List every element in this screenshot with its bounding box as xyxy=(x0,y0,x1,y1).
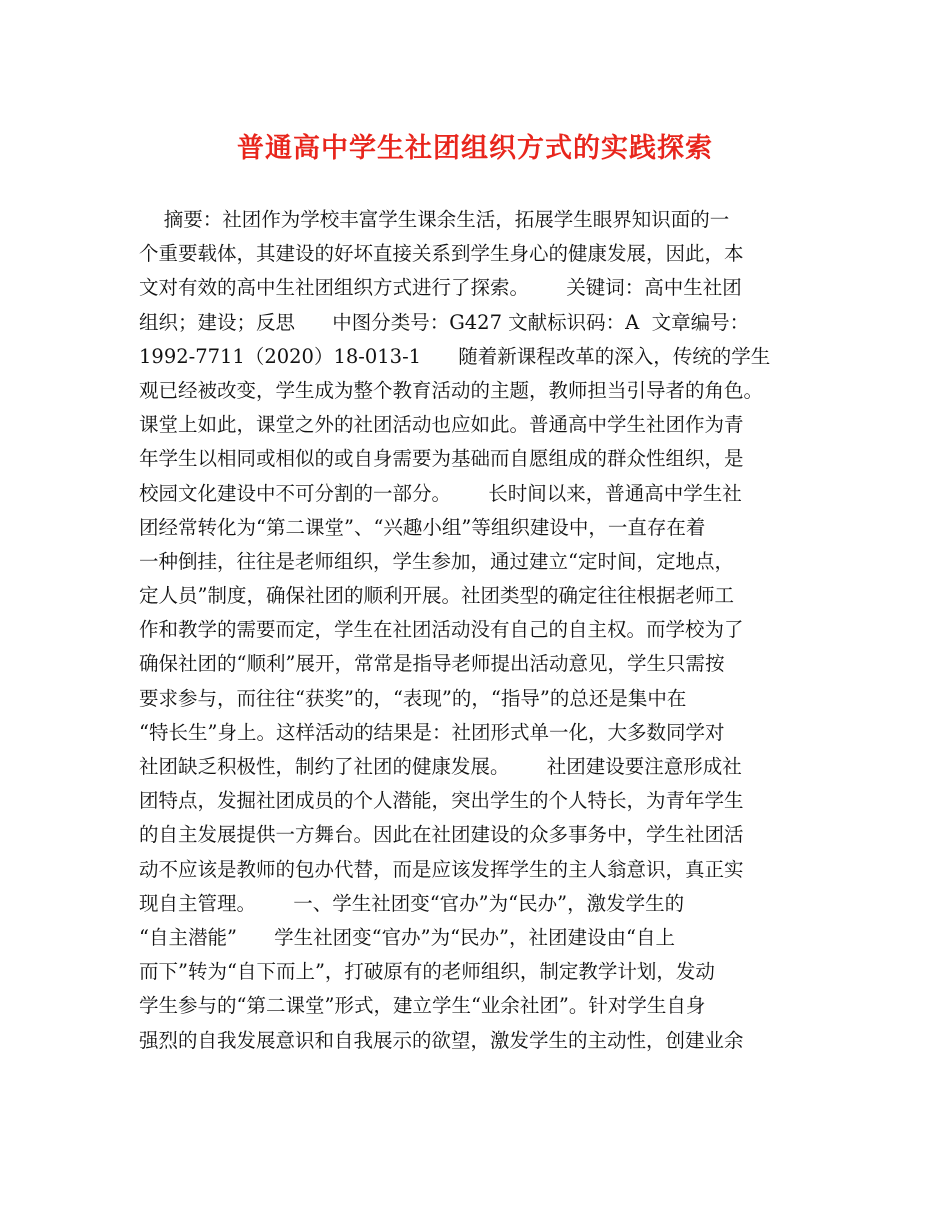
body-line: “自主潜能” 学生社团变“官办”为“民办”，社团建设由“自上 xyxy=(139,925,675,949)
body-line: 年学生以相同或相似的或自身需要为基础而自愿组成的群众性组织，是 xyxy=(139,447,744,471)
body-line: 社团缺乏积极性，制约了社团的健康发展。 社团建设要注意形成社 xyxy=(139,755,742,778)
body-line: 课堂上如此，课堂之外的社团活动也应如此。普通高中学生社团作为青 xyxy=(139,413,744,437)
document-title: 普通高中学生社团组织方式的实践探索 xyxy=(237,133,713,164)
document-body xyxy=(139,203,839,1058)
body-line: 定人员”制度，确保社团的顺利开展。社团类型的确定往往根据老师工 xyxy=(139,584,734,608)
body-line: 而下”转为“自下而上”，打破原有的老师组织，制定教学计划，发动 xyxy=(139,960,715,984)
body-line: 现自主管理。 一、学生社团变“官办”为“民办”，激发学生的 xyxy=(139,891,685,915)
body-line: 确保社团的“顺利”展开，常常是指导老师提出活动意见，学生只需按 xyxy=(139,652,725,676)
body-line: 1992-7711（2020）18-013-1 随着新课程改革的深入，传统的学生 xyxy=(139,344,771,368)
body-line: 动不应该是教师的包办代替，而是应该发挥学生的主人翁意识，真正实 xyxy=(139,857,744,881)
body-line: 文对有效的高中生社团组织方式进行了探索。 关键词：高中生社团 xyxy=(139,276,742,300)
body-line: “特长生”身上。这样活动的结果是：社团形式单一化，大多数同学对 xyxy=(139,720,725,744)
body-line: 观已经被改变，学生成为整个教育活动的主题，教师担当引导者的角色。 xyxy=(139,378,764,402)
body-line: 组织；建设；反思 中图分类号：G427 文献标识码：A 文章编号： xyxy=(139,310,750,334)
body-line: 团经常转化为“第二课堂”、“兴趣小组”等组织建设中，一直存在着 xyxy=(139,515,706,539)
body-line: 摘要：社团作为学校丰富学生课余生活，拓展学生眼界知识面的一 xyxy=(139,208,730,231)
body-line: 一种倒挂，往往是老师组织，学生参加，通过建立“定时间，定地点， xyxy=(139,549,734,573)
body-line: 校园文化建设中不可分割的一部分。 长时间以来，普通高中学生社 xyxy=(139,481,742,505)
body-line: 个重要载体，其建设的好坏直接关系到学生身心的健康发展，因此，本 xyxy=(139,242,744,266)
body-line: 的自主发展提供一方舞台。因此在社团建设的众多事务中，学生社团活 xyxy=(139,823,744,847)
body-line: 要求参与，而往往“获奖”的，“表现”的，“指导”的总还是集中在 xyxy=(139,686,687,710)
body-line: 学生参与的“第二课堂”形式，建立学生“业余社团”。针对学生自身 xyxy=(139,994,706,1018)
body-line: 强烈的自我发展意识和自我展示的欲望，激发学生的主动性，创建业余 xyxy=(139,1028,744,1052)
body-line: 团特点，发掘社团成员的个人潜能，突出学生的个人特长，为青年学生 xyxy=(139,789,744,813)
body-line: 作和教学的需要而定，学生在社团活动没有自己的自主权。而学校为了 xyxy=(139,618,744,642)
